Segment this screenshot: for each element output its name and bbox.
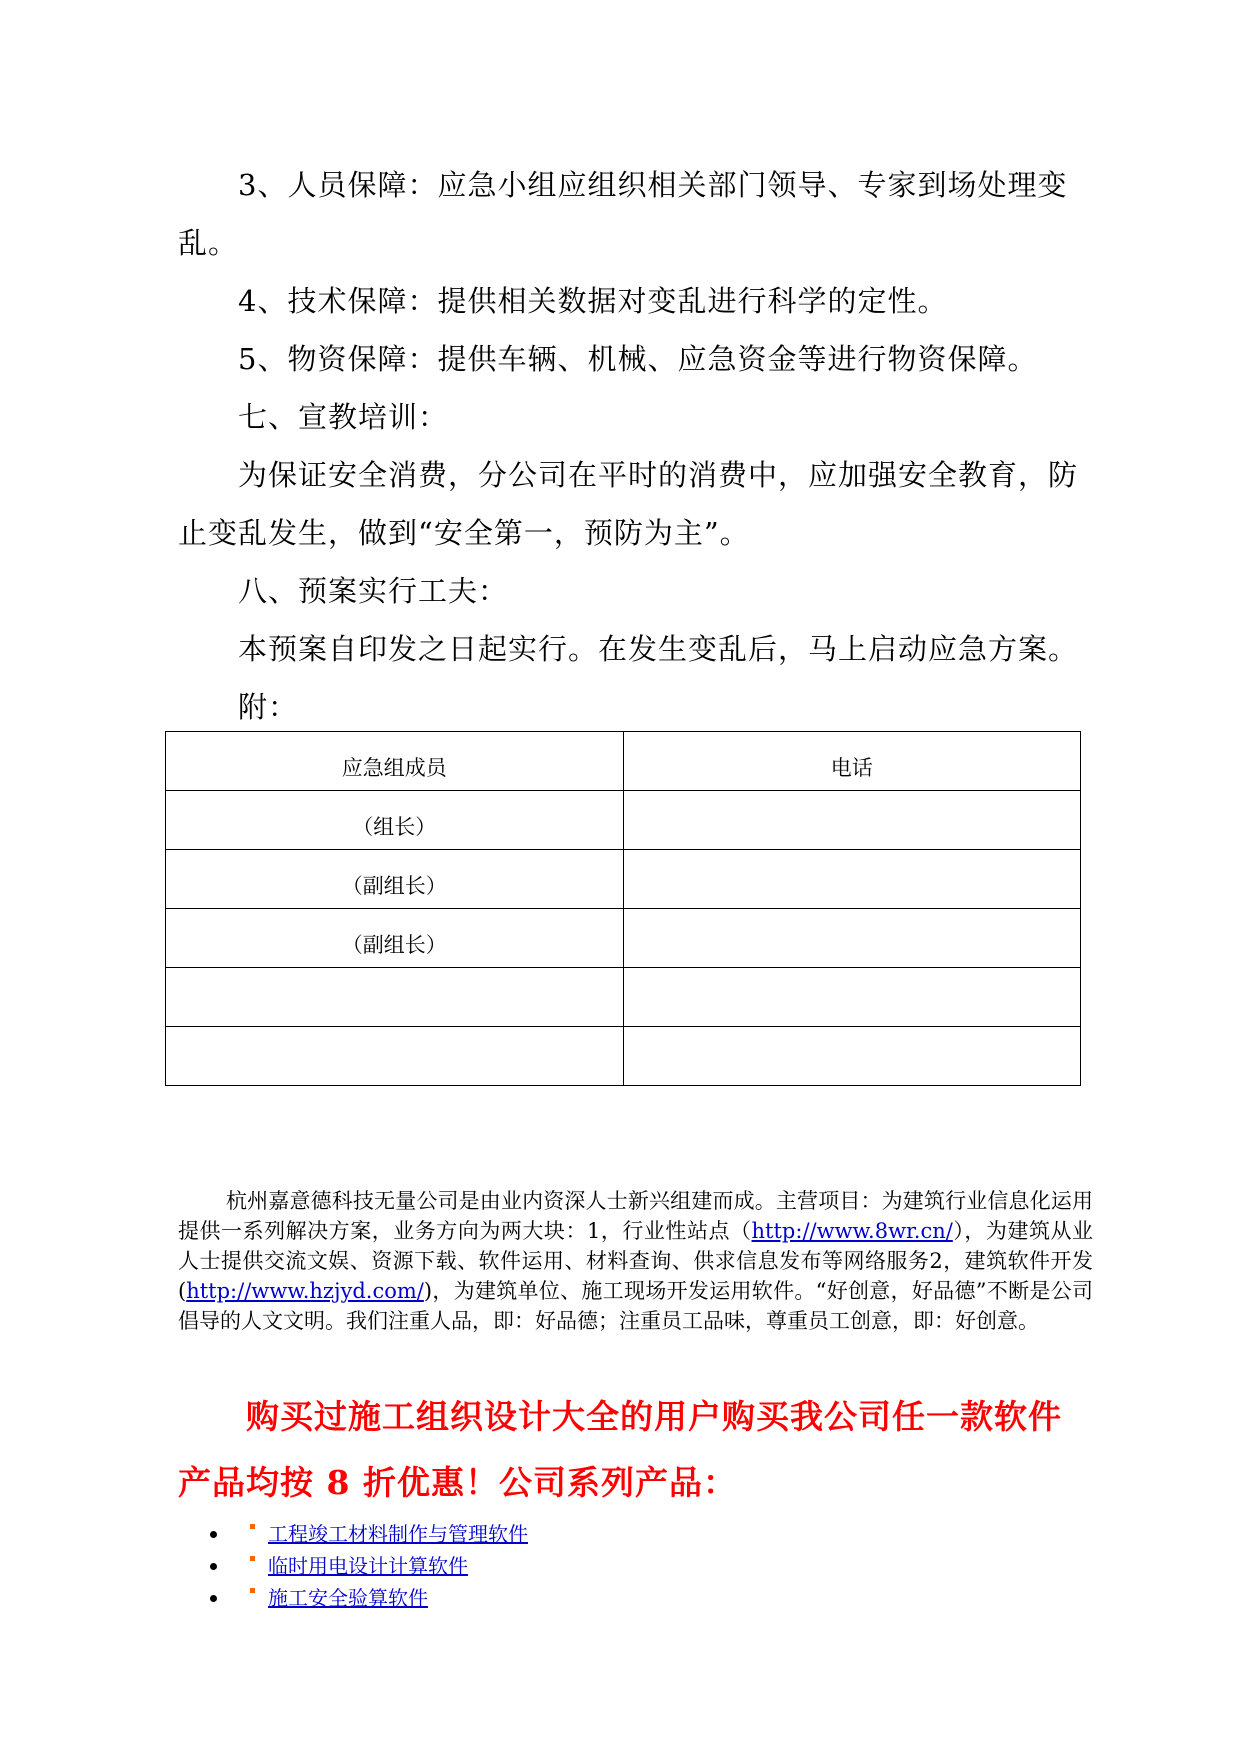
orange-square-icon (250, 1588, 255, 1593)
header-member: 应急组成员 (166, 732, 624, 791)
member-cell: （组长） (166, 791, 624, 850)
emergency-member-table (165, 731, 1081, 1086)
table-row (166, 1027, 1081, 1086)
member-cell: （副组长） (166, 909, 624, 968)
phone-cell (623, 909, 1081, 968)
company-text-2: ），为建筑从业人士提供交流文娱、资源下载、软件运用、材料查询、供求信息发布等网络服务2，建筑软件开发( (178, 1219, 1094, 1303)
product-link-completion-materials[interactable]: 工程竣工材料制作与管理软件 (268, 1522, 528, 1546)
phone-cell (623, 1027, 1081, 1086)
site-link-hzjyd[interactable]: http://www.hzjyd.com/ (186, 1279, 424, 1303)
phone-cell (623, 968, 1081, 1027)
site-link-8wr[interactable]: http://www.8wr.cn/ (751, 1219, 953, 1243)
promotion-banner: 购买过施工组织设计大全的用户购买我公司任一款软件产品均按 8 折优惠！公司系列产品： (178, 1397, 1062, 1502)
company-description (178, 1186, 1093, 1336)
table-row (166, 909, 1081, 968)
product-link-temporary-power[interactable]: 临时用电设计计算软件 (268, 1554, 468, 1578)
heading-training: 七、宣教培训： (238, 400, 449, 434)
product-link-construction-safety[interactable]: 施工安全验算软件 (268, 1586, 428, 1610)
phone-cell (623, 850, 1081, 909)
header-phone: 电话 (623, 732, 1081, 791)
heading-implementation: 八、预案实行工夫： (238, 574, 509, 608)
orange-square-icon (250, 1524, 255, 1529)
orange-square-icon (250, 1556, 255, 1561)
appendix-label: 附： (238, 690, 299, 724)
member-cell (166, 1027, 624, 1086)
company-text-3: )，为建筑单位、施工现场开发运用软件。“好创意，好品德”不断是公司倡导的人文文明。我们注重人品，即：好品德；注重员工品味，尊重员工创意，即：好创意。 (178, 1279, 1093, 1333)
member-cell: （副组长） (166, 850, 624, 909)
table-header-row (166, 732, 1081, 791)
bullet-dot-icon (210, 1595, 217, 1602)
company-text-1: 杭州嘉意德科技无量公司是由业内资深人士新兴组建而成。主营项目：为建筑行业信息化运用提供一系列解决方案，业务方向为两大块：1，行业性站点（ (178, 1189, 1093, 1243)
phone-cell (623, 791, 1081, 850)
table-row (166, 850, 1081, 909)
bullet-dot-icon (210, 1531, 217, 1538)
member-cell (166, 968, 624, 1027)
paragraph-training: 为保证安全消费，分公司在平时的消费中，应加强安全教育，防止变乱发生，做到“安全第一，预防为主”。 (178, 458, 1079, 550)
table-row (166, 791, 1081, 850)
paragraph-technical: 4、技术保障：提供相关数据对变乱进行科学的定性。 (238, 284, 948, 318)
table-row (166, 968, 1081, 1027)
paragraph-personnel: 3、人员保障：应急小组应组织相关部门领导、专家到场处理变乱。 (178, 168, 1068, 260)
bullet-dot-icon (210, 1563, 217, 1570)
paragraph-implementation: 本预案自印发之日起实行。在发生变乱后，马上启动应急方案。 (238, 632, 1079, 666)
paragraph-material: 5、物资保障：提供车辆、机械、应急资金等进行物资保障。 (238, 342, 1038, 376)
